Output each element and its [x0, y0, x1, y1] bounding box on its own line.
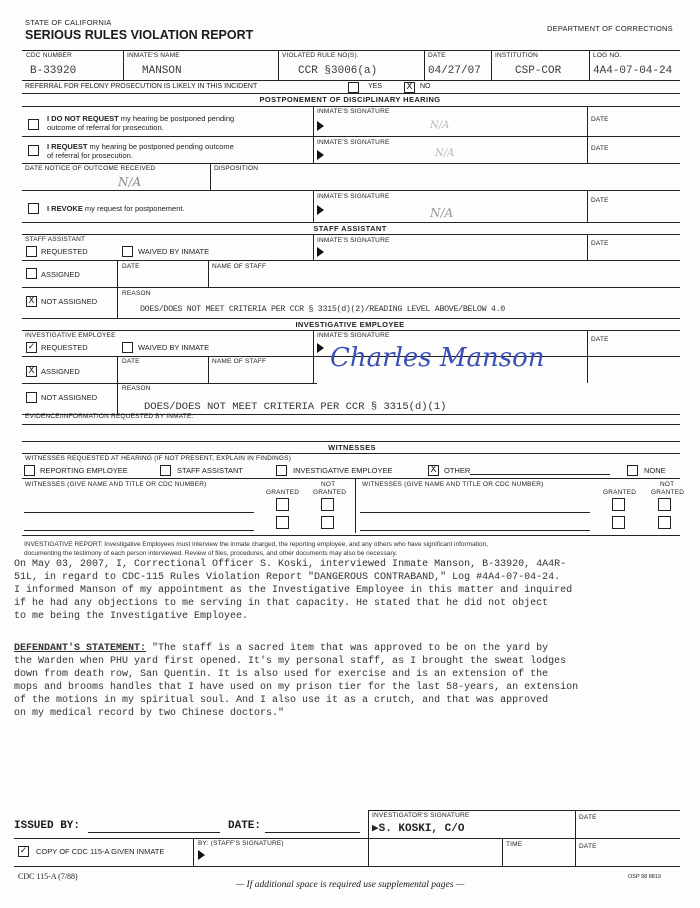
- state-label: STATE OF CALIFORNIA: [25, 18, 112, 27]
- report-p2-line-1: DEFENDANT'S STATEMENT: "The staff is a sacred item that was approved to be on the yard by: [14, 643, 549, 654]
- request-postpone-text: I REQUEST my hearing be postponed pending outcome: [47, 142, 234, 151]
- ie-waived-checkbox[interactable]: [122, 342, 133, 353]
- ie-requested-label: REQUESTED: [41, 343, 88, 352]
- revoke-checkbox[interactable]: [28, 203, 39, 214]
- do-not-request-line2: outcome of referral for prosecution.: [47, 123, 164, 132]
- issued-date-label: DATE:: [228, 820, 262, 832]
- w4-not-granted-checkbox[interactable]: [658, 516, 671, 529]
- report-p1-line-5: to me being the Investigative Employee.: [14, 611, 249, 622]
- witness-col-label-left: WITNESSES (GIVE NAME AND TITLE OR CDC NUMBER): [25, 481, 207, 488]
- report-p2-line-5: of the motions in my spiritual soul. And I also use it as a crutch, and that was approved: [14, 695, 549, 706]
- report-instructions-1: INVESTIGATIVE REPORT: Investigative Employees must interview the inmate charged, the reporting employee, and any others who have significant information,: [24, 541, 489, 548]
- w3-granted-checkbox[interactable]: [612, 498, 625, 511]
- w-staff-assistant-checkbox[interactable]: [160, 465, 171, 476]
- copy-given-checkbox[interactable]: ✓: [19, 846, 28, 856]
- ie-inmate-signature-label: INMATE'S SIGNATURE: [317, 332, 390, 339]
- report-p1-line-1: On May 03, 2007, I, Correctional Officer S. Koski, interviewed Inmate Manson, B-33920, 4A4R-: [14, 559, 567, 570]
- institution-value: CSP-COR: [515, 65, 562, 77]
- request-postpone-checkbox[interactable]: [28, 145, 39, 156]
- not-granted-label-left-1: NOT: [321, 481, 336, 488]
- staff-assistant-heading: STAFF ASSISTANT: [313, 224, 387, 233]
- date-label-3: DATE: [591, 197, 609, 204]
- w-other-label: OTHER: [444, 466, 471, 475]
- sa-reason-label: REASON: [122, 290, 151, 297]
- referral-yes-checkbox[interactable]: [348, 82, 359, 93]
- osp-number: OSP 98 8819: [628, 874, 661, 880]
- ie-date-label: DATE: [591, 336, 609, 343]
- log-value: 4A4-07-04-24: [593, 65, 673, 77]
- witnesses-requested-label: WITNESSES REQUESTED AT HEARING (IF NOT PRESENT, EXPLAIN IN FINDINGS): [25, 455, 292, 462]
- ie-waived-label: WAIVED BY INMATE: [138, 343, 210, 352]
- issued-by-label: ISSUED BY:: [14, 820, 81, 832]
- inmate-signature-label-3: INMATE'S SIGNATURE: [317, 193, 390, 200]
- witnesses-heading: WITNESSES: [328, 443, 376, 452]
- not-granted-label-left-2: GRANTED: [313, 489, 347, 496]
- not-granted-label-right-1: NOT: [660, 481, 675, 488]
- granted-label-right: GRANTED: [603, 489, 637, 496]
- violated-rule-value: CCR §3006(a): [298, 65, 378, 77]
- date-label-2: DATE: [591, 145, 609, 152]
- inmate-signature: Charles Manson: [330, 343, 545, 373]
- investigator-sig-label: INVESTIGATOR'S SIGNATURE: [372, 812, 470, 819]
- form-number: CDC 115-A (7/88): [18, 872, 78, 881]
- sa-not-assigned-checkbox[interactable]: X: [26, 296, 37, 307]
- cdc-number-label: CDC NUMBER: [26, 52, 73, 59]
- supplemental-note: — If additional space is required use supplemental pages —: [235, 880, 465, 890]
- investigator-name: ▶S. KOSKI, C/O: [372, 823, 465, 835]
- do-not-request-checkbox[interactable]: [28, 119, 39, 130]
- disposition-label: DISPOSITION: [214, 165, 259, 172]
- inmate-signature-label-2: INMATE'S SIGNATURE: [317, 139, 390, 146]
- na-sig-3: N/A: [430, 206, 454, 220]
- cdc-number-value: B-33920: [30, 65, 77, 77]
- report-instructions-2: documenting the testimony of each person interviewed. Review of files, procedures, and other documents may also be necessary.: [24, 550, 398, 557]
- referral-text: REFERRAL FOR FELONY PROSECUTION IS LIKELY IN THIS INCIDENT: [25, 83, 258, 90]
- date-notice-label: DATE NOTICE OF OUTCOME RECEIVED: [25, 165, 156, 172]
- inmate-name-label: INMATE'S NAME: [127, 52, 180, 59]
- sa-reason-text: DOES/DOES NOT MEET CRITERIA PER CCR § 3315(d)(2)/READING LEVEL ABOVE/BELOW 4.0: [140, 305, 505, 314]
- ie-heading: INVESTIGATIVE EMPLOYEE: [295, 320, 405, 329]
- w-staff-assistant-label: STAFF ASSISTANT: [177, 466, 243, 475]
- sa-requested-label: REQUESTED: [41, 247, 88, 256]
- evidence-label: EVIDENCE/INFORMATION REQUESTED BY INMATE:: [25, 413, 194, 420]
- ie-reason-label: REASON: [122, 385, 151, 392]
- sa-name-of-staff: NAME OF STAFF: [212, 263, 267, 270]
- w-investigative-label: INVESTIGATIVE EMPLOYEE: [293, 466, 393, 475]
- ie-date-small: DATE: [122, 358, 140, 365]
- w3-not-granted-checkbox[interactable]: [658, 498, 671, 511]
- copy-date-label: DATE: [579, 843, 597, 850]
- sa-not-assigned-label: NOT ASSIGNED: [41, 297, 98, 306]
- staff-assistant-label: STAFF ASSISTANT: [25, 236, 86, 243]
- ie-reason-text: DOES/DOES NOT MEET CRITERIA PER CCR § 3315(d)(1): [144, 401, 447, 413]
- date-notice-na: N/A: [118, 175, 142, 189]
- date-label-1: DATE: [591, 116, 609, 123]
- report-p1-line-3: I informed Manson of my appointment as the Investigative Employee in this matter and inquired: [14, 585, 573, 596]
- ie-name-of-staff: NAME OF STAFF: [212, 358, 267, 365]
- report-p2-line-6: on my medical record by two Chinese doctors.": [14, 708, 285, 719]
- investigator-date-label: DATE: [579, 814, 597, 821]
- ie-assigned-checkbox[interactable]: X: [26, 366, 37, 377]
- ie-label: INVESTIGATIVE EMPLOYEE: [25, 332, 116, 339]
- date-label: DATE: [428, 52, 446, 59]
- inmate-name-value: MANSON: [142, 65, 182, 77]
- granted-label-left: GRANTED: [266, 489, 300, 496]
- date-value: 04/27/07: [428, 65, 481, 77]
- ie-not-assigned-label: NOT ASSIGNED: [41, 393, 98, 402]
- w-investigative-checkbox[interactable]: [276, 465, 287, 476]
- sa-inmate-signature-label: INMATE'S SIGNATURE: [317, 237, 390, 244]
- referral-yes-label: YES: [368, 83, 383, 90]
- time-label: TIME: [506, 841, 523, 848]
- w-reporting-checkbox[interactable]: [24, 465, 35, 476]
- w-reporting-label: REPORTING EMPLOYEE: [40, 466, 128, 475]
- sa-requested-checkbox[interactable]: [26, 246, 37, 257]
- na-sig-2: N/A: [435, 148, 455, 159]
- sa-assigned-label: ASSIGNED: [41, 270, 80, 279]
- w-none-label: NONE: [644, 466, 666, 475]
- report-p1-line-4: if he had any objections to me serving in that capacity. He stated that he did not object: [14, 598, 549, 609]
- w1-granted-checkbox[interactable]: [276, 498, 289, 511]
- inmate-signature-label-1: INMATE'S SIGNATURE: [317, 108, 390, 115]
- institution-label: INSTITUTION: [495, 52, 539, 59]
- w2-granted-checkbox[interactable]: [276, 516, 289, 529]
- w-none-checkbox[interactable]: [627, 465, 638, 476]
- witness-col-label-right: WITNESSES (GIVE NAME AND TITLE OR CDC NUMBER): [362, 481, 544, 488]
- form-title: SERIOUS RULES VIOLATION REPORT: [25, 28, 254, 42]
- na-sig-1: N/A: [430, 120, 450, 131]
- inmate-signature-scrawl: [320, 328, 545, 380]
- request-postpone-line2: of referral for prosecution.: [47, 151, 133, 160]
- referral-no-checkbox[interactable]: X: [404, 82, 415, 93]
- department-label: DEPARTMENT OF CORRECTIONS: [547, 24, 673, 33]
- staff-signature-label: BY: (STAFF'S SIGNATURE): [198, 840, 284, 847]
- report-p2-line-2: the Warden when PHU yard first opened. It's my personal staff, as I brought the sweat lodges: [14, 656, 567, 667]
- sa-waived-label: WAIVED BY INMATE: [138, 247, 210, 256]
- revoke-text: I REVOKE my request for postponement.: [47, 204, 185, 213]
- w2-not-granted-checkbox[interactable]: [321, 516, 334, 529]
- report-p2-line-3: down from death row, San Quentin. It is also used for exercise and is an extension of the: [14, 669, 549, 680]
- copy-given-label: COPY OF CDC 115-A GIVEN INMATE: [36, 847, 165, 856]
- report-p2-line-4: mops and brooms handles that I have used on my prison tier for the last 58-years, an extension: [14, 682, 579, 693]
- w4-granted-checkbox[interactable]: [612, 516, 625, 529]
- log-label: LOG NO.: [593, 52, 622, 59]
- referral-no-label: NO: [420, 83, 431, 90]
- sa-assigned-checkbox[interactable]: [26, 268, 37, 279]
- do-not-request-text: I DO NOT REQUEST my hearing be postponed pending: [47, 114, 235, 123]
- sa-date-small: DATE: [122, 263, 140, 270]
- ie-requested-checkbox[interactable]: ✓: [27, 342, 36, 352]
- sa-date-label: DATE: [591, 240, 609, 247]
- w-other-checkbox[interactable]: X: [428, 465, 439, 476]
- w1-not-granted-checkbox[interactable]: [321, 498, 334, 511]
- ie-not-assigned-checkbox[interactable]: [26, 392, 37, 403]
- postponement-heading: POSTPONEMENT OF DISCIPLINARY HEARING: [259, 95, 441, 104]
- sa-waived-checkbox[interactable]: [122, 246, 133, 257]
- report-p1-line-2: 51L, in regard to CDC-115 Rules Violation Report "DANGEROUS CONTRABAND," Log #4A4-07-04-24.: [14, 572, 561, 583]
- ie-assigned-label: ASSIGNED: [41, 367, 80, 376]
- violated-rule-label: VIOLATED RULE NO(S).: [282, 52, 359, 59]
- not-granted-label-right-2: GRANTED: [651, 489, 685, 496]
